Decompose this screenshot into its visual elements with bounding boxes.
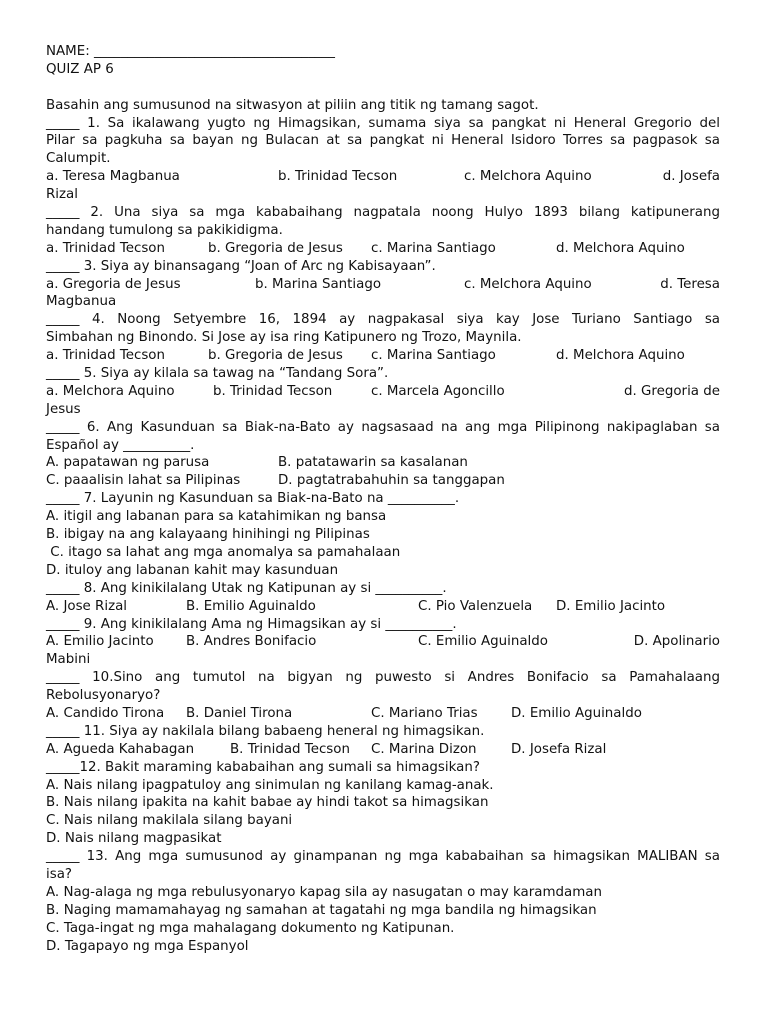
choice-c: C. Marina Dizon [371,741,477,757]
choice-a: A. Candido Tirona [46,705,165,721]
choice-b: B. Nais nilang ipakita na kahit babae ay hindi takot sa himagsikan [46,795,489,811]
question-10-choices [46,705,720,723]
choice-b: b. Marina Santiago [255,276,382,292]
question-10-line-2: Rebolusyonaryo? [46,688,161,704]
choice-b: B. ibigay na ang kalayaang hinihingi ng Pilipinas [46,527,370,543]
choice-b: B. Andres Bonifacio [186,634,317,650]
question-7-line-1: _____ 7. Layunin ng Kasunduan sa Biak-na-Bato na __________. [46,491,460,507]
choice-a: A. Nais nilang ipagpatuloy ang sinimulan ng kanilang kamag-anak. [46,777,494,793]
choice-d: D. Emilio Aguinaldo [511,705,642,721]
question-5-line-1: _____ 5. Siya ay kilala sa tawag na “Tandang Sora”. [46,366,389,382]
choice-b: B. patatawarin sa kasalanan [278,455,468,471]
choice-b: b. Trinidad Tecson [278,169,398,185]
choice-b: B. Emilio Aguinaldo [186,598,316,614]
question-11-line-1: _____ 11. Siya ay nakilala bilang babaeng heneral ng himagsikan. [46,723,485,739]
choice-c: C. Nais nilang makilala silang bayani [46,813,293,829]
choice-a: A. Jose Rizal [46,598,128,614]
question-6-choices-row-1 [46,454,720,472]
question-6-line-1: _____ 6. Ang Kasunduan sa Biak-na-Bato ay nagsasaad na ang mga Pilipinong nakipaglaban sa [46,419,720,435]
choice-d: d. Teresa [660,276,720,292]
choice-a: A. Agueda Kahabagan [46,741,195,757]
question-3-choice-wrap: Magbanua [46,294,117,310]
choice-b: b. Gregoria de Jesus [208,348,343,364]
choice-c: c. Marcela Agoncillo [371,383,505,399]
choice-a: a. Melchora Aquino [46,383,175,399]
choice-c: C. Emilio Aguinaldo [418,634,548,650]
question-6-line-2: Español ay __________. [46,437,195,453]
question-13-line-2: isa? [46,866,73,882]
question-13-line-1: _____ 13. Ang mga sumusunod ay ginampanan ng mga kababaihan sa himagsikan MALIBAN sa [46,849,720,865]
question-1-line-2: Pilar sa pagkuha sa bayan ng Bulacan at sa pangkat ni Heneral Isidoro Torres sa pagpasok sa [46,133,720,149]
question-2-line-1: _____ 2. Una siya sa mga kababaihang nagpatala noong Hulyo 1893 bilang katipunerang [46,205,720,221]
choice-a: A. papatawan ng parusa [46,455,210,471]
question-4-line-2: Simbahan ng Binondo. Si Jose ay isa ring Katipunero ng Trozo, Maynila. [46,330,522,346]
choice-c: C. Mariano Trias [371,705,478,721]
question-5-choice-wrap: Jesus [46,401,81,417]
choice-b: b. Trinidad Tecson [213,383,333,399]
choice-d: d. Josefa [662,169,720,185]
question-11-choices [46,741,720,759]
choice-a: a. Teresa Magbanua [46,169,180,185]
question-8-choices [46,598,720,616]
question-1-choice-wrap: Rizal [46,187,78,203]
quiz-page [46,43,720,955]
choice-c: c. Melchora Aquino [464,276,592,292]
choice-d: d. Melchora Aquino [556,348,685,364]
question-2-line-2: handang tumulong sa pakikidigma. [46,222,283,238]
name-field-line: NAME: ____________________________________ [46,44,335,59]
question-4-line-1: _____ 4. Noong Setyembre 16, 1894 ay nagpakasal siya kay Jose Turiano Santiago sa [46,312,720,328]
question-2-choices [46,240,720,258]
question-9-choice-wrap: Mabini [46,652,91,668]
question-6-choices-row-2 [46,472,720,490]
question-3-line-1: _____ 3. Siya ay binansagang “Joan of Arc ng Kabisayaan”. [46,258,436,274]
choice-c: c. Marina Santiago [371,240,496,256]
question-1-choices [46,168,720,186]
choice-c: C. itago sa lahat ang mga anomalya sa pamahalaan [46,544,401,560]
question-9-choices [46,633,720,651]
question-3-choices [46,276,720,294]
choice-a: a. Gregoria de Jesus [46,276,181,292]
question-8-line-1: _____ 8. Ang kinikilalang Utak ng Katipunan ay si __________. [46,580,447,596]
choice-c: C. paaalisin lahat sa Pilipinas [46,473,241,489]
choice-a: a. Trinidad Tecson [46,348,165,364]
question-4-choices [46,347,720,365]
quiz-title: QUIZ AP 6 [46,61,114,77]
choice-d: D. ituloy ang labanan kahit may kasunduan [46,562,339,578]
choice-a: A. Nag-alaga ng mga rebulusyonaryo kapag sila ay nasugatan o may karamdaman [46,884,602,900]
question-5-choices [46,383,720,401]
question-10-line-1: _____ 10.Sino ang tumutol na bigyan ng puwesto si Andres Bonifacio sa Pamahalaang [46,670,720,686]
question-1-line-1: _____ 1. Sa ikalawang yugto ng Himagsikan, sumama siya sa pangkat ni Heneral Gregorio del [46,115,720,131]
choice-c: C. Pio Valenzuela [418,598,533,614]
choice-a: A. itigil ang labanan para sa katahimikan ng bansa [46,509,387,525]
choice-b: B. Trinidad Tecson [230,741,350,757]
question-1-line-3: Calumpit. [46,151,111,167]
choice-d: D. Nais nilang magpasikat [46,831,222,847]
choice-c: C. Taga-ingat ng mga mahalagang dokumento ng Katipunan. [46,920,455,936]
question-9-line-1: _____ 9. Ang kinikilalang Ama ng Himagsikan ay si __________. [46,616,457,632]
question-12-line-1: _____12. Bakit maraming kababaihan ang sumali sa himagsikan? [46,759,480,775]
choice-b: b. Gregoria de Jesus [208,240,343,256]
choice-b: B. Daniel Tirona [186,705,293,721]
choice-a: A. Emilio Jacinto [46,634,154,650]
choice-d: D. Emilio Jacinto [556,598,666,614]
choice-d: d. Melchora Aquino [556,240,685,256]
choice-d: d. Gregoria de [624,383,720,399]
choice-d: D. Josefa Rizal [511,741,607,757]
choice-c: c. Marina Santiago [371,348,496,364]
choice-b: B. Naging mamamahayag ng samahan at tagatahi ng mga bandila ng himagsikan [46,902,597,918]
choice-d: D. pagtatrabahuhin sa tanggapan [278,473,505,489]
instructions: Basahin ang sumusunod na sitwasyon at piliin ang titik ng tamang sagot. [46,97,539,113]
choice-d: D. Tagapayo ng mga Espanyol [46,938,249,954]
choice-c: c. Melchora Aquino [464,169,592,185]
choice-a: a. Trinidad Tecson [46,240,165,256]
choice-d: D. Apolinario [633,634,720,650]
